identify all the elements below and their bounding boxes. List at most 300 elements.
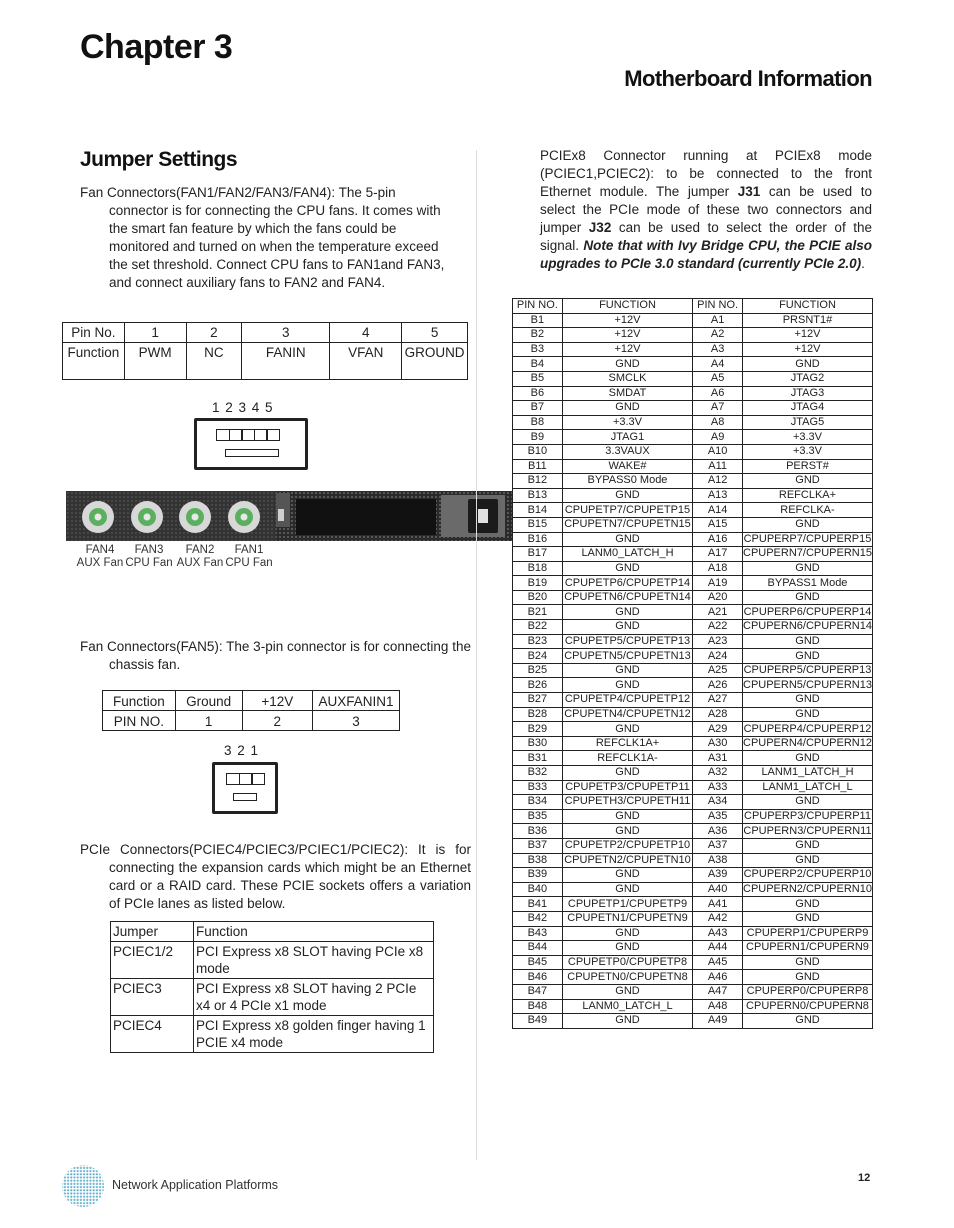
pinout-cell: A17 (693, 547, 743, 562)
pinout-row (513, 386, 873, 401)
pinout-cell: REFCLK1A- (562, 751, 693, 766)
jumper-j31: J31 (737, 184, 761, 199)
pinout-cell: GND (562, 561, 693, 576)
pinout-cell: A1 (693, 313, 743, 328)
pinout-cell: B39 (513, 868, 563, 883)
fan3-caption: FAN3 CPU Fan (125, 544, 173, 569)
three-pin-connector-diagram (212, 762, 278, 814)
pinout-cell: BYPASS0 Mode (562, 474, 693, 489)
pinout-cell: B40 (513, 882, 563, 897)
pinout-cell: B24 (513, 649, 563, 664)
pinout-cell: A19 (693, 576, 743, 591)
pinout-cell: B9 (513, 430, 563, 445)
pinout-cell: LANM0_LATCH_L (562, 999, 693, 1014)
pinout-cell: A36 (693, 824, 743, 839)
section-title: Motherboard Information (624, 66, 872, 91)
pinout-row (513, 722, 873, 737)
pinout-cell: CPUPETN2/CPUPETN10 (564, 853, 691, 866)
fan1-caption: FAN1 CPU Fan (225, 544, 273, 569)
pinout-cell: GND (742, 853, 872, 868)
pinout-cell: A26 (693, 678, 743, 693)
fan5-table-cell: 3 (313, 711, 400, 731)
pinout-row (513, 984, 873, 999)
pinout-cell: CPUPERN5/CPUPERN13 (743, 678, 872, 691)
pinout-cell: +3.3V (742, 444, 872, 459)
pinout-row (513, 328, 873, 343)
pinout-cell: A31 (693, 751, 743, 766)
fan-intro-paragraph: Fan Connectors(FAN1/FAN2/FAN3/FAN4): The 5-pin connector is for connecting the CPU fans. It comes with the smart fan feature by which the fans could be monitored and turned on when the temperature exceed the set threshold. Connect CPU fans to FAN1and FAN3, and connect auxiliary fans to FAN2 and FAN4. (80, 185, 445, 290)
pinout-cell: B32 (513, 766, 563, 781)
pinout-cell: A15 (693, 517, 743, 532)
pcie-table-cell: PCI Express x8 golden finger having 1 PCIE x4 mode (194, 1016, 434, 1053)
pinout-table-body (513, 313, 873, 1028)
pinout-cell: CPUPETP0/CPUPETP8 (562, 955, 693, 970)
pinout-row (513, 882, 873, 897)
pinout-cell: REFCLKA- (742, 503, 872, 518)
fan-pin-numbers: 1 2 3 4 5 (212, 400, 274, 415)
pinout-cell: GND (562, 357, 693, 372)
fan-table-cell: 2 (186, 323, 242, 343)
pinout-cell: B45 (513, 955, 563, 970)
pinout-cell: A5 (693, 371, 743, 386)
pinout-row (513, 590, 873, 605)
pinout-cell: A14 (693, 503, 743, 518)
pcie-table-cell: Function (194, 922, 434, 942)
pinout-cell: GND (562, 401, 693, 416)
pinout-cell: A27 (693, 693, 743, 708)
pinout-cell: B43 (513, 926, 563, 941)
pinout-cell: A46 (693, 970, 743, 985)
jumper-settings-heading: Jumper Settings (80, 148, 238, 171)
pinout-row (513, 605, 873, 620)
pinout-cell: CPUPERP7/CPUPERP15 (743, 532, 872, 545)
pinout-cell: A30 (693, 736, 743, 751)
pinout-cell: CPUPERP4/CPUPERP12 (743, 722, 872, 735)
pinout-cell: GND (562, 926, 693, 941)
pinout-row (513, 838, 873, 853)
pinout-cell: +3.3V (562, 415, 693, 430)
pinout-cell: A20 (693, 590, 743, 605)
pinout-cell: A48 (693, 999, 743, 1014)
footer-brand-text: Network Application Platforms (112, 1178, 279, 1192)
pinout-cell: REFCLK1A+ (562, 736, 693, 751)
fan5-table-cell: PIN NO. (103, 711, 176, 731)
pinout-cell: A40 (693, 882, 743, 897)
pinout-cell: B33 (513, 780, 563, 795)
pinout-cell: B41 (513, 897, 563, 912)
pinout-row (513, 868, 873, 883)
pinout-row (513, 357, 873, 372)
pinout-cell: JTAG3 (742, 386, 872, 401)
pinout-cell: +12V (562, 328, 693, 343)
pinout-cell: A32 (693, 766, 743, 781)
fan5-pin-table (102, 690, 400, 731)
pinout-cell: LANM0_LATCH_H (562, 547, 693, 562)
pinout-header-cell: PIN NO. (513, 299, 563, 314)
pinout-cell: B47 (513, 984, 563, 999)
pinout-cell: B22 (513, 620, 563, 635)
pinout-cell: PERST# (742, 459, 872, 474)
pinout-row (513, 693, 873, 708)
pinout-row (513, 649, 873, 664)
fan-table-cell: 5 (402, 323, 468, 343)
pinout-header-cell: FUNCTION (742, 299, 872, 314)
pinout-cell: CPUPERN2/CPUPERN10 (743, 883, 872, 896)
pinout-cell: B3 (513, 342, 563, 357)
pinout-row (513, 678, 873, 693)
fan-table-cell: PWM (124, 343, 186, 380)
fan-table-cell: 3 (242, 323, 330, 343)
pinout-cell: CPUPETN6/CPUPETN14 (564, 591, 691, 604)
pinout-cell: JTAG2 (742, 371, 872, 386)
pinout-cell: GND (562, 620, 693, 635)
pinout-cell: B15 (513, 517, 563, 532)
pinout-row (513, 1014, 873, 1029)
pinout-cell: LANM1_LATCH_L (742, 780, 872, 795)
pinout-cell: B14 (513, 503, 563, 518)
pinout-cell: CPUPERP1/CPUPERP9 (742, 926, 872, 941)
pinout-cell: A45 (693, 955, 743, 970)
pinout-cell: CPUPETN1/CPUPETN9 (562, 911, 693, 926)
pinout-cell: +12V (562, 342, 693, 357)
pinout-cell: +3.3V (742, 430, 872, 445)
fan5-table-cell: Ground (175, 691, 242, 711)
fan-table-cell: GROUND (402, 343, 468, 380)
pinout-cell: A11 (693, 459, 743, 474)
pinout-cell: B16 (513, 532, 563, 547)
pinout-cell: JTAG1 (562, 430, 693, 445)
pinout-cell: GND (742, 707, 872, 722)
pinout-cell: A8 (693, 415, 743, 430)
pinout-cell: A43 (693, 926, 743, 941)
pinout-cell: CPUPETP7/CPUPETP15 (562, 503, 693, 518)
pinout-cell: WAKE# (562, 459, 693, 474)
pinout-cell: B49 (513, 1014, 563, 1029)
pinout-row (513, 736, 873, 751)
pinout-cell: GND (742, 1014, 872, 1029)
pinout-cell: B25 (513, 663, 563, 678)
pinout-cell: B21 (513, 605, 563, 620)
pinout-cell: CPUPERN4/CPUPERN12 (743, 737, 872, 750)
pinout-cell: CPUPETP4/CPUPETP12 (562, 693, 693, 708)
fan2-caption: FAN2 AUX Fan (176, 544, 224, 569)
fan-table-cell: FANIN (242, 343, 330, 380)
pinout-cell: GND (562, 488, 693, 503)
pinout-cell: GND (742, 634, 872, 649)
pinout-cell: PRSNT1# (742, 313, 872, 328)
pinout-cell: A41 (693, 897, 743, 912)
fan5-table-cell: AUXFANIN1 (313, 691, 400, 711)
pinout-cell: GND (562, 1014, 693, 1029)
pinout-cell: A7 (693, 401, 743, 416)
pinout-cell: B46 (513, 970, 563, 985)
pinout-cell: A6 (693, 386, 743, 401)
pinout-cell: B30 (513, 736, 563, 751)
pcie-table-cell: Jumper (111, 922, 194, 942)
pinout-cell: SMDAT (562, 386, 693, 401)
pinout-cell: GND (742, 517, 872, 532)
pinout-cell: A42 (693, 911, 743, 926)
pinout-cell: B7 (513, 401, 563, 416)
pinout-row (513, 547, 873, 562)
pinout-cell: CPUPERN3/CPUPERN11 (743, 824, 872, 837)
pinout-row (513, 824, 873, 839)
pinout-cell: BYPASS1 Mode (742, 576, 872, 591)
column-divider (476, 150, 477, 1160)
pinout-cell: B13 (513, 488, 563, 503)
pinout-row (513, 517, 873, 532)
pinout-row (513, 751, 873, 766)
pinout-row (513, 897, 873, 912)
pinout-cell: A47 (693, 984, 743, 999)
pinout-cell: A18 (693, 561, 743, 576)
fan5-intro-paragraph: Fan Connectors(FAN5): The 3-pin connector is for connecting the chassis fan. (80, 639, 471, 672)
pinout-row (513, 795, 873, 810)
pinout-cell: A2 (693, 328, 743, 343)
pinout-cell: B10 (513, 444, 563, 459)
pinout-cell: B19 (513, 576, 563, 591)
pinout-cell: B42 (513, 911, 563, 926)
pinout-row (513, 766, 873, 781)
pinout-cell: A24 (693, 649, 743, 664)
pinout-cell: GND (562, 678, 693, 693)
pinout-row (513, 780, 873, 795)
pinout-cell: CPUPETN7/CPUPETN15 (564, 518, 691, 531)
pinout-cell: A21 (693, 605, 743, 620)
pcie-table-cell: PCIEC1/2 (111, 942, 194, 979)
pcie-table-cell: PCIEC4 (111, 1016, 194, 1053)
pinout-row (513, 809, 873, 824)
pinout-cell: GND (562, 532, 693, 547)
pinout-cell: B44 (513, 941, 563, 956)
pinout-cell: CPUPERN0/CPUPERN8 (742, 999, 872, 1014)
pinout-row (513, 503, 873, 518)
pinout-cell: A4 (693, 357, 743, 372)
pinout-header-cell: PIN NO. (693, 299, 743, 314)
pinout-row (513, 970, 873, 985)
pinout-cell: B36 (513, 824, 563, 839)
pinout-cell: JTAG5 (742, 415, 872, 430)
pinout-cell: CPUPETP1/CPUPETP9 (562, 897, 693, 912)
pinout-cell: GND (562, 824, 693, 839)
pinout-cell: B18 (513, 561, 563, 576)
pinout-cell: GND (562, 766, 693, 781)
pinout-cell: GND (742, 474, 872, 489)
pinout-cell: GND (742, 955, 872, 970)
ivy-bridge-note: Note that with Ivy Bridge CPU, the PCIE also upgrades to PCIe 3.0 standard (currently PCIe 2.0) (540, 238, 872, 271)
pinout-cell: LANM1_LATCH_H (742, 766, 872, 781)
pinout-cell: CPUPERN7/CPUPERN15 (743, 547, 872, 560)
pinout-cell: GND (562, 882, 693, 897)
pinout-cell: B6 (513, 386, 563, 401)
pinout-row (513, 576, 873, 591)
pinout-cell: A29 (693, 722, 743, 737)
pinout-cell: B26 (513, 678, 563, 693)
pinout-cell: GND (742, 357, 872, 372)
pinout-cell: B48 (513, 999, 563, 1014)
pinout-cell: A34 (693, 795, 743, 810)
pinout-row (513, 342, 873, 357)
pinout-cell: A39 (693, 868, 743, 883)
pinout-cell: CPUPETN4/CPUPETN12 (564, 707, 691, 720)
pinout-cell: GND (562, 605, 693, 620)
fan-table-cell: 4 (330, 323, 402, 343)
pinout-row (513, 430, 873, 445)
pinout-cell: GND (742, 649, 872, 664)
pinout-cell: CPUPERP2/CPUPERP10 (743, 868, 872, 881)
pciex8-paragraph: PCIEx8 Connector running at PCIEx8 mode (PCIEC1,PCIEC2): to be connected to the front Ethernet module. The jumper J31 can be used to select the PCIe mode of these two connectors and jumper J32 can be used to select the order of the signal. Note that with Ivy Bridge CPU, the PCIE also upgrades to PCIe 3.0 standard (currently PCIe 2.0). (540, 148, 872, 271)
pinout-cell: GND (742, 970, 872, 985)
pinout-header-cell: FUNCTION (562, 299, 693, 314)
page-number: 12 (858, 1172, 871, 1184)
pinout-cell: B5 (513, 371, 563, 386)
five-pin-connector-diagram (194, 418, 308, 470)
pinout-row (513, 999, 873, 1014)
pinout-cell: CPUPERN1/CPUPERN9 (742, 941, 872, 956)
pinout-cell: B11 (513, 459, 563, 474)
pinout-row (513, 707, 873, 722)
pinout-cell: GND (562, 663, 693, 678)
fan-table-cell: VFAN (330, 343, 402, 380)
chapter-title: Chapter 3 (80, 28, 233, 66)
pinout-cell: B8 (513, 415, 563, 430)
company-logo (60, 1163, 106, 1209)
pinout-cell: A38 (693, 853, 743, 868)
pinout-cell: CPUPETP3/CPUPETP11 (562, 780, 693, 795)
pinout-cell: +12V (742, 328, 872, 343)
pinout-cell: B38 (513, 853, 563, 868)
pinout-row (513, 532, 873, 547)
pinout-cell: GND (742, 897, 872, 912)
fan5-table-cell: Function (103, 691, 176, 711)
pinout-cell: B28 (513, 707, 563, 722)
pinout-row (513, 444, 873, 459)
pinout-cell: GND (562, 984, 693, 999)
pinout-cell: B37 (513, 838, 563, 853)
pinout-row (513, 561, 873, 576)
pinout-row (513, 955, 873, 970)
pinout-cell: GND (742, 561, 872, 576)
pinout-cell: CPUPETP2/CPUPETP10 (562, 838, 693, 853)
pinout-cell: GND (562, 941, 693, 956)
pinout-cell: JTAG4 (742, 401, 872, 416)
pinout-cell: A28 (693, 707, 743, 722)
pinout-cell: CPUPETN5/CPUPETN13 (564, 649, 691, 662)
pinout-cell: 3.3VAUX (562, 444, 693, 459)
fan5-table-cell: 2 (242, 711, 313, 731)
pinout-cell: GND (562, 868, 693, 883)
pinout-cell: B20 (513, 590, 563, 605)
fan-table-cell: NC (186, 343, 242, 380)
pinout-cell: A10 (693, 444, 743, 459)
pinout-cell: B1 (513, 313, 563, 328)
pinout-cell: CPUPETH3/CPUPETH11 (562, 795, 693, 810)
pinout-cell: A3 (693, 342, 743, 357)
pinout-cell: B4 (513, 357, 563, 372)
pinout-cell: A9 (693, 430, 743, 445)
pinout-cell: REFCLKA+ (742, 488, 872, 503)
pinout-cell: CPUPETN0/CPUPETN8 (562, 970, 693, 985)
pinout-cell: GND (742, 911, 872, 926)
pinout-cell: GND (742, 590, 872, 605)
pinout-row (513, 371, 873, 386)
pinout-cell: B12 (513, 474, 563, 489)
pinout-cell: GND (562, 722, 693, 737)
pinout-row (513, 474, 873, 489)
pinout-cell: A23 (693, 634, 743, 649)
pinout-row (513, 488, 873, 503)
pinout-cell: A25 (693, 663, 743, 678)
pinout-row (513, 313, 873, 328)
fan-pin-table (62, 322, 468, 380)
fan5-table-cell: +12V (242, 691, 313, 711)
pinout-cell: GND (742, 693, 872, 708)
pinout-cell: B2 (513, 328, 563, 343)
pcie-pinout-table (512, 298, 873, 1029)
pcie-table-cell: PCI Express x8 SLOT having PCIe x8 mode (194, 942, 434, 979)
pcie-jumper-table (110, 921, 434, 1053)
pinout-cell: GND (742, 838, 872, 853)
pinout-row (513, 634, 873, 649)
pinout-row (513, 853, 873, 868)
pinout-cell: CPUPERN6/CPUPERN14 (743, 620, 872, 633)
fan5-table-cell: 1 (175, 711, 242, 731)
pinout-cell: SMCLK (562, 371, 693, 386)
fan4-caption: FAN4 AUX Fan (76, 544, 124, 569)
pinout-cell: A35 (693, 809, 743, 824)
pinout-row (513, 911, 873, 926)
fan5-pin-numbers: 3 2 1 (224, 743, 260, 758)
pinout-cell: B35 (513, 809, 563, 824)
pinout-row (513, 941, 873, 956)
pinout-cell: A49 (693, 1014, 743, 1029)
pinout-cell: A16 (693, 532, 743, 547)
pinout-cell: A13 (693, 488, 743, 503)
pinout-cell: A33 (693, 780, 743, 795)
pinout-cell: CPUPERP6/CPUPERP14 (743, 605, 872, 618)
pinout-row (513, 663, 873, 678)
pcie-table-cell: PCIEC3 (111, 979, 194, 1016)
pinout-cell: A37 (693, 838, 743, 853)
pinout-cell: A22 (693, 620, 743, 635)
pinout-cell: GND (562, 809, 693, 824)
pinout-row (513, 401, 873, 416)
pinout-cell: A12 (693, 474, 743, 489)
pinout-row (513, 459, 873, 474)
pinout-cell: B31 (513, 751, 563, 766)
pinout-cell: B17 (513, 547, 563, 562)
pinout-cell: B29 (513, 722, 563, 737)
pinout-cell: +12V (562, 313, 693, 328)
jumper-j32: J32 (588, 220, 612, 235)
pinout-cell: CPUPERP3/CPUPERP11 (744, 810, 871, 823)
fan-table-cell: 1 (124, 323, 186, 343)
pinout-cell: GND (742, 751, 872, 766)
chassis-rear-image (66, 491, 512, 541)
pinout-cell: GND (742, 795, 872, 810)
pinout-cell: CPUPERP0/CPUPERP8 (742, 984, 872, 999)
pinout-cell: CPUPETP6/CPUPETP14 (562, 576, 693, 591)
pcie-table-cell: PCI Express x8 SLOT having 2 PCIe x4 or 4 PCIe x1 mode (194, 979, 434, 1016)
pinout-cell: B23 (513, 634, 563, 649)
pcie-intro-paragraph: PCIe Connectors(PCIEC4/PCIEC3/PCIEC1/PCIEC2): It is for connecting the expansion cards which might be an Ethernet card or a RAID card. These PCIE sockets offers a variation of PCIe lanes as listed below. (80, 842, 471, 911)
pinout-cell: +12V (742, 342, 872, 357)
pinout-cell: CPUPETP5/CPUPETP13 (562, 634, 693, 649)
pinout-row (513, 415, 873, 430)
pinout-row (513, 620, 873, 635)
fan-table-cell: Function (63, 343, 125, 380)
pinout-cell: CPUPERP5/CPUPERP13 (743, 664, 872, 677)
